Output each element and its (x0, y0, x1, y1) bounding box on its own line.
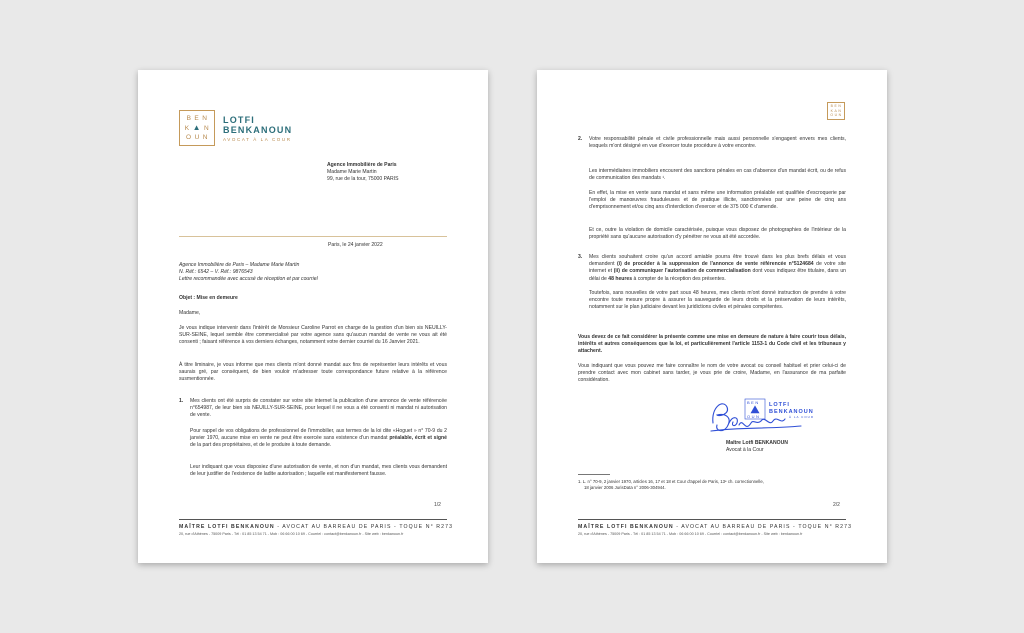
letter-page-2 (537, 70, 887, 563)
item-number: 2. (578, 136, 583, 142)
svg-text:À LA COUR: À LA COUR (789, 415, 815, 419)
item-1-text: Mes clients ont été surpris de constater sur votre site internet la publication d'une annonce de vente référencée n°654987, de leur bien sis NEUILLY-SUR-SEINE, pour lequel il ne vous a été consenti ni mandat ni autorisation de vente. (190, 398, 447, 419)
triangle-icon: ▲ (192, 123, 205, 132)
recipient-block: Agence Immobilière de Paris Madame Marie Martin 99, rue de la tour, 75000 PARIS (327, 162, 399, 183)
paragraph-preliminary: À titre liminaire, je vous informe que mes clients m'ont donné mandat aux fins de représenter leurs intérêts et vous saurais gré, par conséquent, de bien vouloir m'adresser toute correspondance future relative à la référence susmentionnée. (179, 362, 447, 383)
formal-notice: Vous devez de ce fait considérer la présente comme une mise en demeure de nature à faire courir tous délais, intérêts et autres conséquences que la loi, et particulièrement l'article 1153-1 du Code civil et les tribunaux y attachent. (578, 334, 846, 355)
item-1-request: Leur indiquant que vous disposiez d'une autorisation de vente, et non d'un mandat, mes clients vous demandent de leur justifier de l'existence de ladite autorisation ; laquelle est manifestement fausse. (190, 464, 447, 478)
page-number: 2/2 (833, 502, 840, 508)
item-3-deadline: Toutefois, sans nouvelles de votre part sous 48 heures, mes clients m'ont donné instruction de prendre à votre encontre toute mesure propre à assurer la sauvegarde de leurs droits et la préservation de leurs intérêts, notamment sur le plan judiciaire devant les juridictions civiles et pénales compétentes. (589, 290, 846, 311)
item-1-reminder: Pour rappel de vos obligations de professionnel de l'immobilier, aux termes de la loi dite «Hoguet » n° 70-9 du 2 janvier 1970, aucune mise en vente ne peut être exercée sans existence d'un mandat préalable, écrit et signé de la part des propriétaires, et de le produire à toute demande. (190, 428, 447, 449)
footer-divider (179, 519, 447, 520)
signatory-name: Maître Lotfi BENKANOUN (726, 440, 788, 446)
footer-contact: 20, rue d'Athènes - 75009 Paris - Tél : 01 85 13 54 71 - Mob : 06 66 00 10 69 - Courriel : contact@benkanoun.fr - Site web : benkanoun.fr (179, 532, 404, 536)
svg-text:BENKANOUN: BENKANOUN (769, 409, 814, 415)
subject-line: Objet : Mise en demeure (179, 295, 238, 301)
signatory-title: Avocat à la Cour (726, 447, 764, 453)
handwritten-signature (709, 393, 829, 445)
svg-text:OUN: OUN (747, 414, 761, 419)
footer-title: MAÎTRE LOTFI BENKANOUN - AVOCAT AU BARREAU DE PARIS - TOQUE N° R273 (179, 524, 454, 530)
letter-date: Paris, le 24 janvier 2022 (328, 242, 383, 248)
item-2-trespass: Et ce, outre la violation de domicile caractérisée, puisque vous disposez de photographies de l'intérieur de la propriété sans qu'aucune autorisation d'y pénétrer ne vous ait été accordée. (589, 227, 846, 241)
svg-text:LOTFI: LOTFI (769, 402, 790, 408)
item-3-text: Mes clients souhaitent croire qu'un accord amiable pourra être trouvé dans les plus brefs délais et vous demandent (i) de procéder à la suppression de l'annonce de vente référencée n°5124684 de votre site internet et (ii) de communiquer l'autorisation de commercialisation dont vous indiquez être titulaire, dans un délai de 48 heures à compter de la réception des présentes. (589, 254, 847, 282)
footer-divider (578, 519, 846, 520)
divider (179, 236, 447, 237)
small-logo-monogram: BEN KΔN OUN (827, 102, 845, 120)
item-2-fraud: En effet, la mise en vente sans mandat et sans même une information préalable est qualifiée d'escroquerie par l'emploi de manœuvres frauduleuses et de pratique illicite, sanctionnées par une peine de cinq ans d'emprisonnement et/ou cinq ans d'interdiction d'exercer et de 375 000 € d'amende. (589, 190, 846, 211)
letter-page-1 (138, 70, 488, 563)
letterhead-logo (179, 110, 292, 146)
paragraph-intro: Je vous indique intervenir dans l'intérêt de Monsieur Caroline Parrot en charge de la gestion d'un bien sis NEUILLY-SUR-SEINE, lequel semble être commercialisé par votre agence sans qu'aucun mandat de vente ne vous ait été consenti ; faisant référence à vos derniers échanges, notamment votre dernier courriel du 16 Janvier 2021. (179, 325, 447, 346)
footer-contact: 20, rue d'Athènes - 75009 Paris - Tél : 01 85 13 54 71 - Mob : 06 66 00 10 69 - Courriel : contact@benkanoun.fr - Site web : benkanoun.fr (578, 532, 803, 536)
footnote-divider (578, 474, 610, 475)
footer-title: MAÎTRE LOTFI BENKANOUN - AVOCAT AU BARREAU DE PARIS - TOQUE N° R273 (578, 524, 853, 530)
item-2-sanctions: Les intermédiaires immobiliers encourent des sanctions pénales en cas d'absence d'un mandat écrit, ou de refus de communication des mandats ¹. (589, 168, 846, 182)
item-number: 3. (578, 254, 583, 260)
svg-text:BEN: BEN (747, 400, 760, 405)
logo-wordmark: LOTFI BENKANOUN AVOCAT À LA COUR (223, 114, 293, 142)
reference-block: Agence Immobilière de Paris – Madame Marie Martin N. Réf.: 6542 – V. Réf.: 9876543 Lettre recommandée avec accusé de réception et par courriel (179, 262, 318, 283)
item-number: 1. (179, 398, 184, 404)
closing-paragraph: Vous indiquant que vous pouvez me faire connaître le nom de votre avocat ou conseil habituel et prier celui-ci de prendre contact avec mon cabinet sans tarder, je vous prie de croire, Madame, en l'assurance de ma parfaite considération. (578, 363, 846, 384)
footnote: 1. L. n° 70-9, 2 janvier 1970, articles 16, 17 et 18 et Cour d'appel de Paris, 13ᵉ ch. correctionnelle, 18 janvier 2006 JurisData n° 2006-304944. (578, 479, 764, 490)
item-2-text: Votre responsabilité pénale et civile professionnelle mais aussi personnelle s'engagent envers mes clients, lesquels m'ont désigné en vue d'exercer toute procédure à votre encontre. (589, 136, 846, 150)
page-number: 1/2 (434, 502, 441, 508)
salutation: Madame, (179, 310, 201, 316)
logo-monogram: BEN K▲N OUN (179, 110, 215, 146)
